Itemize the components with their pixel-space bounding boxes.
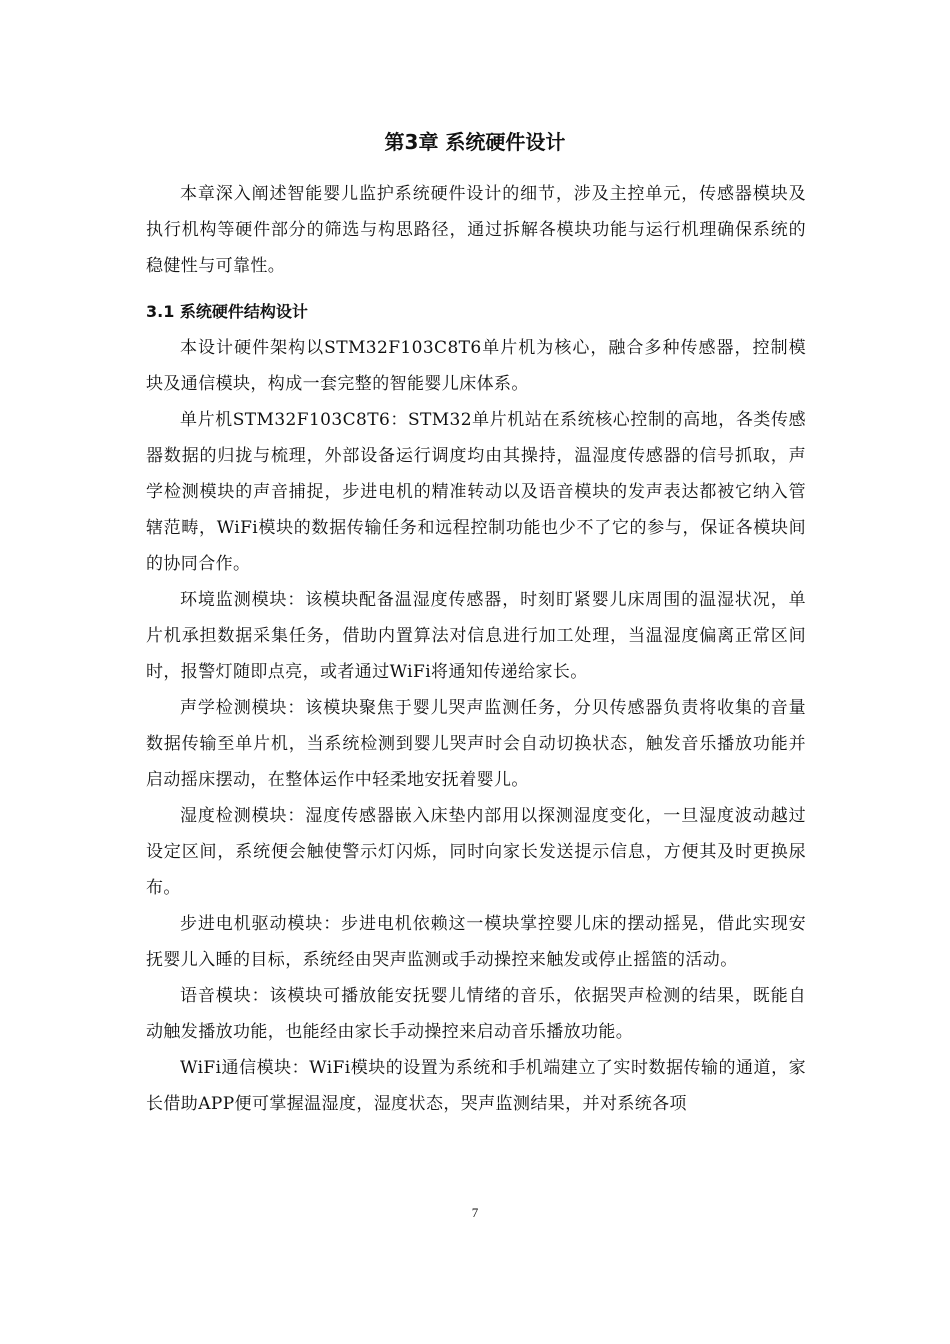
body-paragraph: 语音模块：该模块可播放能安抚婴儿情绪的音乐，依据哭声检测的结果，既能自动触发播放功能，也能经由家长手动操控来启动音乐播放功能。 <box>146 986 806 1042</box>
body-paragraph: 本设计硬件架构以STM32F103C8T6单片机为核心，融合多种传感器，控制模块及通信模块，构成一套完整的智能婴儿床体系。 <box>146 338 806 394</box>
page-number: 7 <box>471 1205 479 1220</box>
body-paragraph: 单片机STM32F103C8T6：STM32单片机站在系统核心控制的高地，各类传感器数据的归拢与梳理，外部设备运行调度均由其操持，温湿度传感器的信号抓取，声学检测模块的声音捕捉，步进电机的精准转动以及语音模块的发声表达都被它纳入管辖范畴，WiFi模块的数据传输任务和远程控制功能也少不了它的参与，保证各模块间的协同合作。 <box>146 410 806 574</box>
chapter-title: 第3章 系统硬件设计 <box>384 130 566 154</box>
body-paragraph: 环境监测模块：该模块配备温湿度传感器，时刻盯紧婴儿床周围的温湿状况，单片机承担数据采集任务，借助内置算法对信息进行加工处理，当温湿度偏离正常区间时，报警灯随即点亮，或者通过WiFi将通知传递给家长。 <box>146 590 806 682</box>
body-paragraph: 声学检测模块：该模块聚焦于婴儿哭声监测任务，分贝传感器负责将收集的音量数据传输至单片机，当系统检测到婴儿哭声时会自动切换状态，触发音乐播放功能并启动摇床摆动，在整体运作中轻柔地安抚着婴儿。 <box>146 698 806 790</box>
section-heading: 3.1 系统硬件结构设计 <box>146 302 308 321</box>
body-paragraph: 步进电机驱动模块：步进电机依赖这一模块掌控婴儿床的摆动摇晃，借此实现安抚婴儿入睡的目标，系统经由哭声监测或手动操控来触发或停止摇篮的活动。 <box>146 914 806 970</box>
body-paragraph: WiFi通信模块：WiFi模块的设置为系统和手机端建立了实时数据传输的通道，家长借助APP便可掌握温湿度，湿度状态，哭声监测结果，并对系统各项 <box>146 1058 806 1114</box>
page-body <box>146 176 806 1122</box>
body-paragraph: 湿度检测模块：湿度传感器嵌入床垫内部用以探测湿度变化，一旦湿度波动越过设定区间，系统便会触使警示灯闪烁，同时向家长发送提示信息，方便其及时更换尿布。 <box>146 806 806 898</box>
intro-paragraph: 本章深入阐述智能婴儿监护系统硬件设计的细节，涉及主控单元，传感器模块及执行机构等硬件部分的筛选与构思路径，通过拆解各模块功能与运行机理确保系统的稳健性与可靠性。 <box>146 184 806 276</box>
